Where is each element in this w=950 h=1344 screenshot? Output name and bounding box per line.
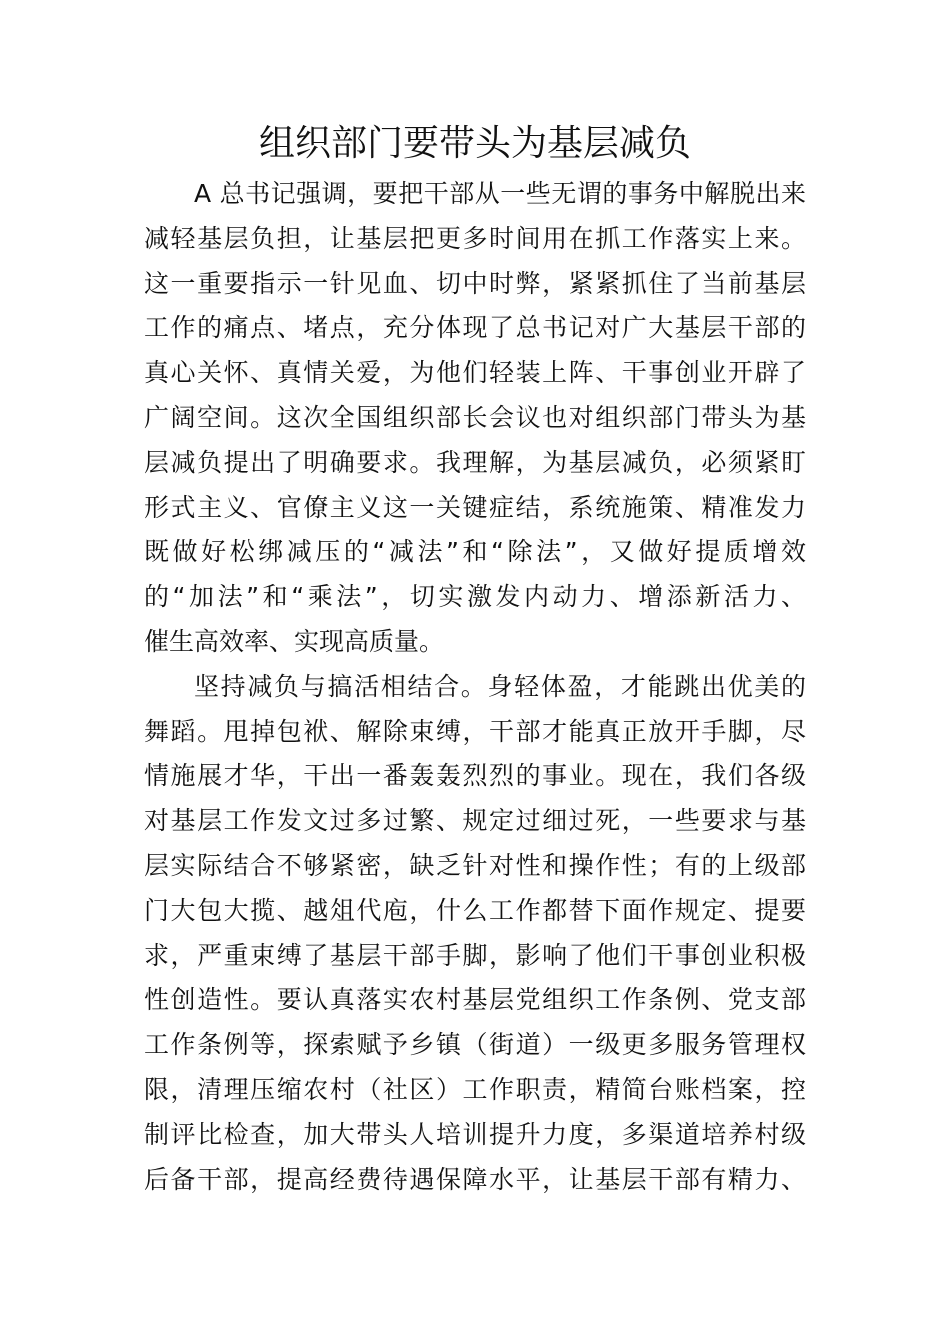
text-line: 减轻基层负担，让基层把更多时间用在抓工作落实上来。 (144, 223, 806, 253)
text-line: 层实际结合不够紧密，缺乏针对性和操作性；有的上级部 (144, 850, 806, 880)
text-line: 工作的痛点、堵点，充分体现了总书记对广大基层干部的 (144, 313, 806, 343)
text-line: A 总书记强调，要把干部从一些无谓的事务中解脱出来 (194, 179, 806, 208)
text-line: 门大包大揽、越俎代庖，什么工作都替下面作规定、提要 (144, 895, 806, 925)
text-line: 催生高效率、实现高质量。 (144, 626, 445, 656)
text-line: 层减负提出了明确要求。我理解，为基层减负，必须紧盯 (144, 447, 806, 477)
text-line: 舞蹈。甩掉包袱、解除束缚，干部才能真正放开手脚，尽 (144, 716, 806, 746)
text-line: 这一重要指示一针见血、切中时弊，紧紧抓住了当前基层 (144, 268, 806, 298)
text-line: 坚持减负与搞活相结合。身轻体盈，才能跳出优美的 (194, 671, 806, 701)
text-line: 性创造性。要认真落实农村基层党组织工作条例、党支部 (144, 985, 806, 1015)
document-title: 组织部门要带头为基层减负 (258, 123, 691, 164)
text-line: 求，严重束缚了基层干部手脚，影响了他们干事创业积极 (144, 940, 806, 970)
text-line: 制评比检查，加大带头人培训提升力度，多渠道培养村级 (144, 1119, 806, 1149)
text-line: 后备干部，提高经费待遇保障水平，让基层干部有精力、 (144, 1164, 806, 1194)
text-line: 情施展才华，干出一番轰轰烈烈的事业。现在，我们各级 (144, 761, 806, 791)
paragraph-2 (144, 665, 806, 1203)
text-line: 既做好松绑减压的“减法”和“除法”，又做好提质增效 (144, 537, 806, 567)
text-line: 真心关怀、真情关爱，为他们轻装上阵、干事创业开辟了 (144, 358, 806, 388)
text-line: 的“加法”和“乘法”，切实激发内动力、增添新活力、 (144, 582, 806, 612)
text-line: 对基层工作发文过多过繁、规定过细过死，一些要求与基 (144, 806, 806, 836)
document-body (144, 172, 806, 1202)
text-line: 形式主义、官僚主义这一关键症结，系统施策、精准发力 (144, 492, 806, 522)
text-line: 限，清理压缩农村（社区）工作职责，精简台账档案，控 (144, 1074, 806, 1104)
text-line: 广阔空间。这次全国组织部长会议也对组织部门带头为基 (144, 402, 806, 432)
text-line: 工作条例等，探索赋予乡镇（街道）一级更多服务管理权 (144, 1030, 806, 1060)
paragraph-1 (144, 172, 806, 665)
